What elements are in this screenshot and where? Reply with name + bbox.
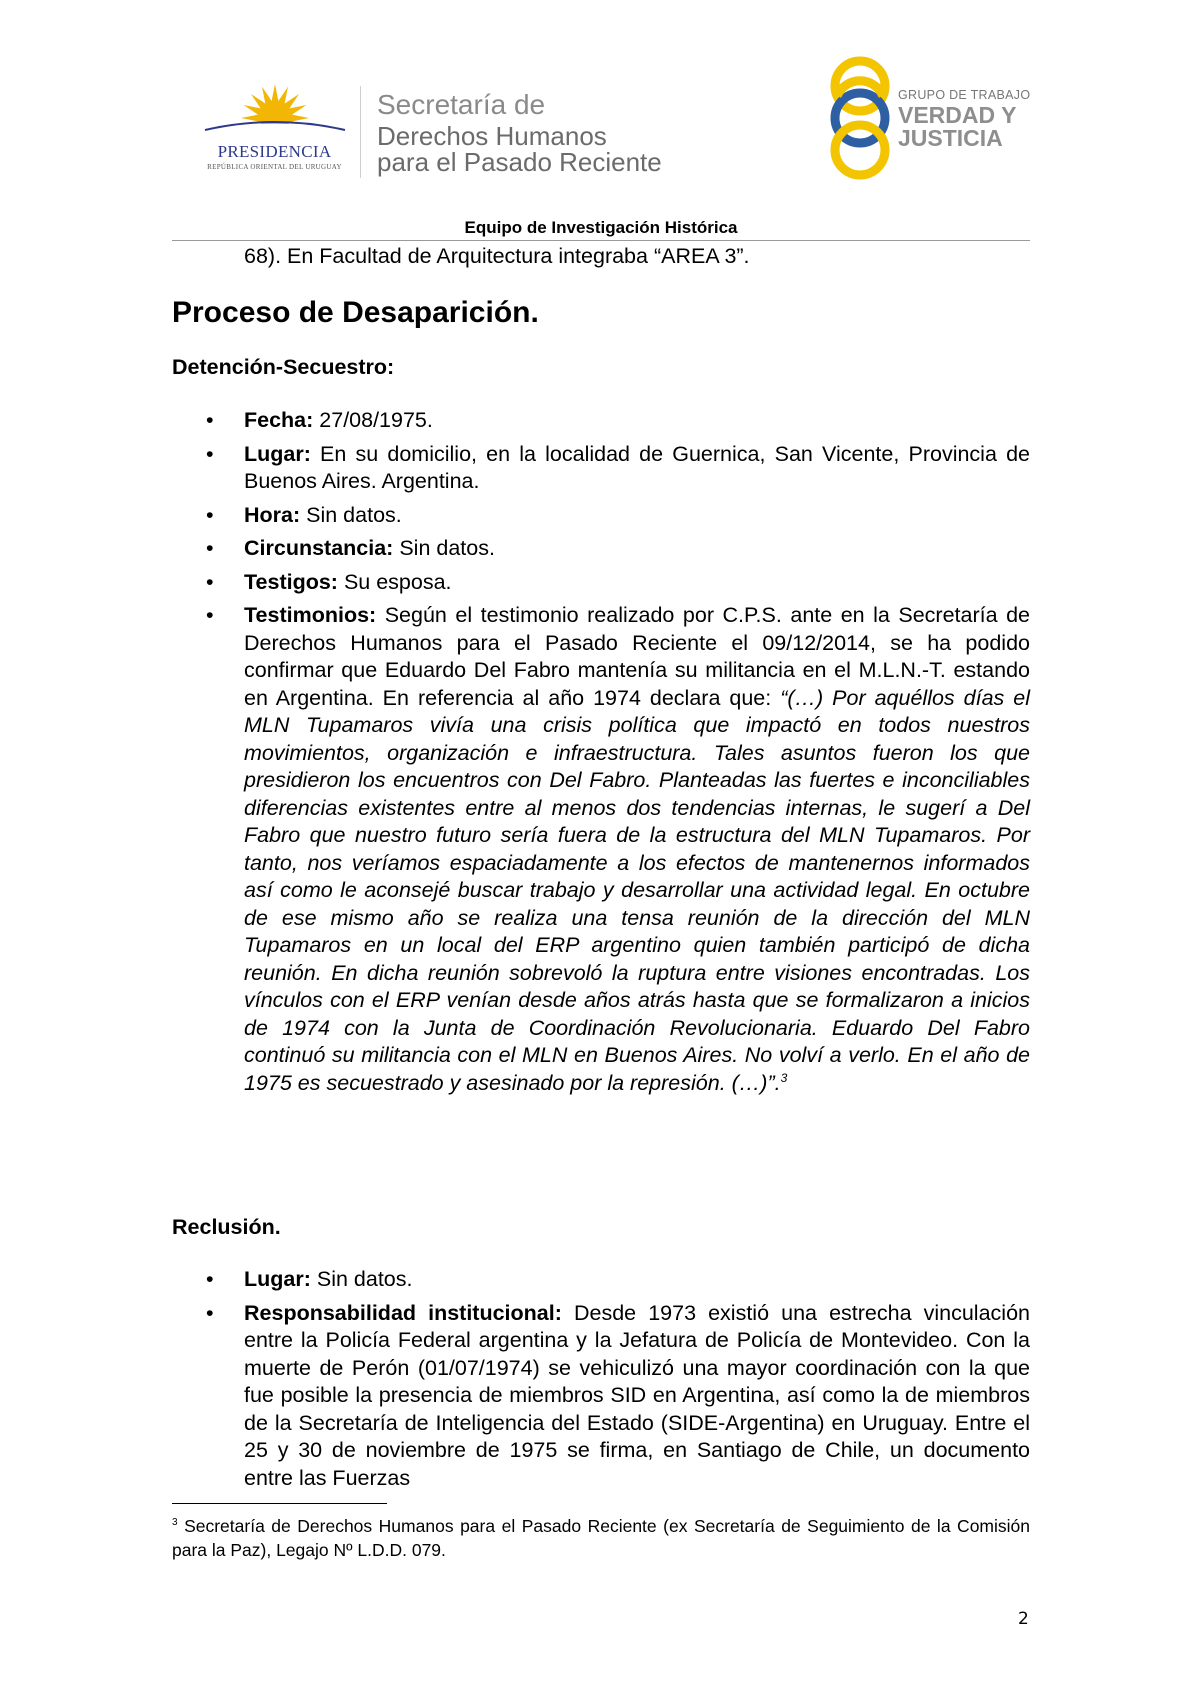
item-text: Sin datos. <box>300 502 402 527</box>
bullet: • <box>206 603 214 627</box>
footnote-text: Secretaría de Derechos Humanos para el Pasado Reciente (ex Secretaría de Seguimiento de la Comisión para la Paz), Legajo Nº L.D.D. 079. <box>172 1516 1030 1560</box>
item-text: Sin datos. <box>310 1267 413 1291</box>
secretaria-line-2: Derechos Humanos <box>377 121 607 151</box>
item-label: Lugar: <box>244 441 311 466</box>
bullet: • <box>206 536 214 560</box>
grupo-trabajo-label: GRUPO DE TRABAJO <box>898 88 1031 102</box>
team-title: Equipo de Investigación Histórica <box>464 218 738 237</box>
list-item <box>196 441 1030 496</box>
detencion-list <box>196 407 1030 1103</box>
bullet: • <box>206 502 214 527</box>
bullet: • <box>206 1267 214 1291</box>
list-item <box>196 602 1030 1097</box>
item-label: Circunstancia: <box>244 536 394 560</box>
header-divider <box>360 86 361 178</box>
page-number: 2 <box>1018 1609 1029 1629</box>
list-item <box>196 535 1030 563</box>
reclusion-heading: Reclusión. <box>172 1215 281 1239</box>
footnote-ref[interactable]: 3 <box>780 1070 788 1085</box>
footnote <box>172 1514 1030 1562</box>
item-text: Según el testimonio realizado por C.P.S. ante en la Secretaría de Derechos Humanos para el Pasado Reciente el 09/12/2014, se ha podido confirmar que Eduardo Del Fabro mantenía su militancia en el M.L.N.-T. estando en Argentina. En referencia al año 1974 declara que: <box>244 603 1030 710</box>
verdad-label: VERDAD Y <box>898 102 1017 128</box>
item-label: Fecha: <box>244 408 314 432</box>
item-label: Testimonios: <box>244 603 377 627</box>
reclusion-list <box>196 1266 1030 1498</box>
item-text: Su esposa. <box>337 569 452 594</box>
item-label: Hora: <box>244 502 301 527</box>
header-rule <box>172 240 1030 241</box>
item-text: 27/08/1975. <box>313 408 433 432</box>
continuation-text: 68). En Facultad de Arquitectura integraba “AREA 3”. <box>244 244 750 268</box>
interlinked-rings-icon <box>820 56 900 181</box>
presidencia-name: PRESIDENCIA <box>217 142 332 161</box>
secretaria-line-3: para el Pasado Reciente <box>377 147 662 177</box>
list-item <box>196 1300 1030 1493</box>
bullet: • <box>206 408 214 432</box>
detencion-heading: Detención-Secuestro: <box>172 355 395 379</box>
footnote-rule <box>172 1503 387 1504</box>
item-label: Testigos: <box>244 569 338 594</box>
list-item <box>196 407 1030 435</box>
item-text: Desde 1973 existió una estrecha vinculación entre la Policía Federal argentina y la Jefatura de Policía de Montevideo. Con la muerte de Perón (01/07/1974) se vehiculizó una mayor coordinación con la que fue posible la presencia de miembros SID en Argentina, así como la de miembros de la Secretaría de Inteligencia del Estado (SIDE-Argentina) en Uruguay. Entre el 25 y 30 de noviembre de 1975 se firma, en Santiago de Chile, un documento entre las Fuerzas <box>244 1300 1030 1490</box>
bullet: • <box>206 569 214 594</box>
bullet: • <box>206 441 214 466</box>
item-text: En su domicilio, en la localidad de Guernica, San Vicente, Provincia de Buenos Aires. Argentina. <box>244 441 1030 493</box>
presidencia-subtitle: REPÚBLICA ORIENTAL DEL URUGUAY <box>207 163 342 171</box>
justicia-label: JUSTICIA <box>898 125 1003 151</box>
item-label: Lugar: <box>244 1267 311 1291</box>
item-text: Sin datos. <box>393 536 495 560</box>
list-item <box>196 1266 1030 1294</box>
footnote-number: 3 <box>172 1517 178 1529</box>
testimony-quote: “(…) Por aquéllos días el MLN Tupamaros vivía una crisis política que impactó en todos nuestros movimientos, organización e infraestructura. Tales asuntos fueron los que presidieron los encuentros con Del Fabro. Planteadas las fuertes e inconciliables diferencias existentes entre al menos dos tendencias internas, le sugerí a Del Fabro que nuestro futuro sería fuera de la estructura del MLN Tupamaros. Por tanto, nos veríamos espaciadamente a los efectos de mantenernos informados así como le aconsejé buscar trabajo y desarrollar una actividad legal. En octubre de ese mismo año se realiza una tensa reunión de la dirección del MLN Tupamaros en un local del ERP argentino quien también participó de dicha reunión. En dicha reunión sobrevoló la ruptura entre visiones encontradas. Los vínculos con el ERP venían desde años atrás hasta que se formalizaron a inicios de 1974 con la Junta de Coordinación Revolucionaria. Eduardo Del Fabro continuó su militancia con el MLN en Buenos Aires. No volví a verlo. En el año de 1975 es secuestrado y asesinado por la represión. (…)”. <box>244 685 1030 1095</box>
list-item <box>196 502 1030 530</box>
list-item <box>196 569 1030 597</box>
item-label: Responsabilidad institucional: <box>244 1300 562 1325</box>
section-title: Proceso de Desaparición. <box>172 296 539 329</box>
secretaria-line-1: Secretaría de <box>377 89 546 120</box>
bullet: • <box>206 1300 214 1325</box>
